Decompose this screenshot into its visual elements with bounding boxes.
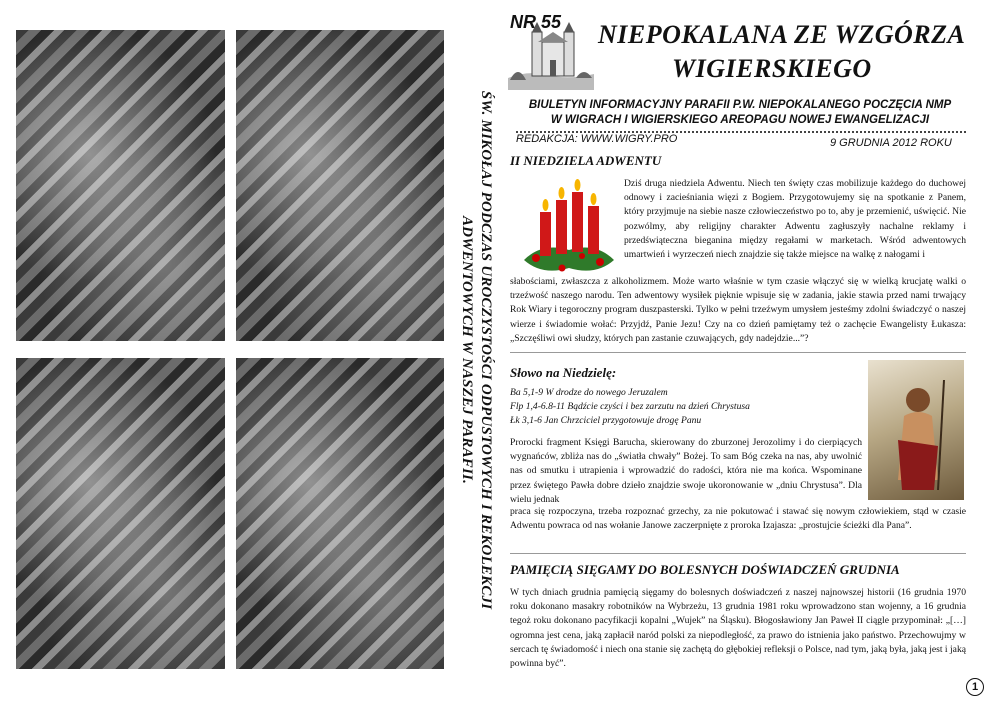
photo-saint-nicholas-4	[236, 358, 444, 669]
church-logo	[508, 20, 594, 90]
page-number: 1	[966, 678, 984, 696]
december-paragraph: W tych dniach grudnia pamięcią sięgamy do bolesnych doświadczeń z naszej najnowszej historii (16 grudnia 1970 roku dokonano masakry robotników na Wybrzeżu, 13 grudnia 1981 roku wprowadzono stan wojenny, a 16 grudnia tegoż roku dokonano pacyfikacji kopalni „Wujek” na Śląsku). Błogosławiony Jan Paweł II ciągle przypominał: „[…] ogromna jest cena, jaką zapłacił naród polski za niepodległość, za prawo do istnienia jako państwo. Przechowujmy w sercach tę świadomość i niech ona stanie się zachętą do głębokiej refleksji o Polsce, nad tym, jaką była, jaką jest i jaką powinna być”.	[510, 587, 966, 670]
word-paragraph-2: praca się rozpoczyna, trzeba rozpoznać grzechy, za nie pokutować i stawać się nowym człowiekiem, stąd w czasie Adwentu powraca od nas wołanie Janowe zaczerpnięte z proroka Izajasza: „prostujcie ścieżki dla Pana”.	[510, 506, 966, 532]
scripture-references	[510, 386, 860, 428]
scripture-reference: Ba 5,1-9 W drodze do nowego Jeruzalem	[510, 387, 668, 398]
photo-saint-nicholas-1	[16, 30, 225, 341]
december-heading: PAMIĘCIĄ SIĘGAMY DO BOLESNYCH DOŚWIADCZEŃ GRUDNIA	[510, 562, 900, 577]
scripture-reference: Łk 3,1-6 Jan Chrzciciel przygotowuje drogę Panu	[510, 415, 702, 426]
advent-paragraph-1: Dziś druga niedziela Adwentu. Niech ten święty czas mobilizuje każdego do duchowej odnowy i zacieśniania więzi z Bogiem. Przygotowujemy się na spotkanie z Panem, który przyjmuje na siebie nasze człowieczeństwo po to, aby je przemienić, uświęcić. Nie pozwólmy, aby religijny charakter Adwentu zagłuszyły nachalne reklamy i przedświąteczna bieganina między regałami w marketach. Wśród adwentowych umartwień i wyrzeczeń niech znajdzie się także miejsce na walkę z nałogami i	[624, 178, 966, 261]
newsletter-title	[598, 18, 978, 86]
word-heading: Słowo na Niedzielę:	[510, 365, 617, 380]
title-line-1: NIEPOKALANA ZE WZGÓRZA	[598, 20, 966, 49]
advent-wreath-image	[522, 172, 616, 282]
newsletter-subtitle	[508, 98, 972, 128]
subtitle-line-2: W WIGRACH I WIGIERSKIEGO AREOPAGU NOWEJ EWANGELIZACJI	[550, 114, 930, 126]
figure-icon	[868, 360, 964, 500]
title-line-2: WIGIERSKIEGO	[672, 54, 872, 83]
scripture-reference: Flp 1,4-6.8-11 Bądźcie czyści i bez zarzutu na dzień Chrystusa	[510, 401, 750, 412]
photo-saint-nicholas-2	[236, 30, 444, 341]
section-divider-2	[510, 553, 966, 554]
john-the-baptist-painting	[868, 360, 964, 500]
word-paragraph-1: Prorocki fragment Księgi Barucha, skierowany do zburzonej Jerozolimy i do cierpiących wygnańców, zbliża nas do „światła chwały” Bożej. To sam Bóg czeka na nas, aby uwolnić nas od smutku i utrapienia i wprowadzić do radości, która nie ma końca. Wspominane przez świętego Pawła dobre dzieło znajdzie swoje ukoronowanie w „dniu Chrystusa”. Dla wielu jednak	[510, 437, 862, 505]
advent-heading: II NIEDZIELA ADWENTU	[510, 153, 662, 168]
issue-date: 9 GRUDNIA 2012 ROKU	[830, 137, 952, 149]
section-divider-1	[510, 352, 966, 353]
advent-paragraph-2: słabościami, zwłaszcza z alkoholizmem. Może warto właśnie w tym czasie włączyć się w wielką krucjatę walki o trzeźwość naszego narodu. Ten adwentowy wysiłek pięknie wpisuje się w zadania, jakie stawia przed nami trwający Rok Wiary i tegoroczny program duszpasterski. Tylko w pełni trzeźwym umysłem jesteśmy zdolni świadczyć o naszej wierze i świadomie wołać: Przyjdź, Panie Jezu! Czy na co dzień pamiętamy też o zachęcie Ewangelisty Łukasza: „Szczęśliwi owi słudzy, których pan zastanie czuwających, gdy nadejdzie...”?	[510, 276, 966, 344]
photos-caption: ŚW. MIKOŁAJ PODCZAS UROCZYSTOŚCI ODPUSTOWYCH I REKOLEKCJI ADWENTOWYCH W NASZEJ PARAFII.	[459, 90, 494, 610]
issue-number: NR 55	[510, 12, 562, 32]
editorial-url[interactable]: REDAKCJA: WWW.WIGRY.PRO	[516, 133, 678, 145]
photo-saint-nicholas-3	[16, 358, 225, 669]
subtitle-line-1: BIULETYN INFORMACYJNY PARAFII P.W. NIEPOKALANEGO POCZĘCIA NMP	[528, 99, 952, 111]
